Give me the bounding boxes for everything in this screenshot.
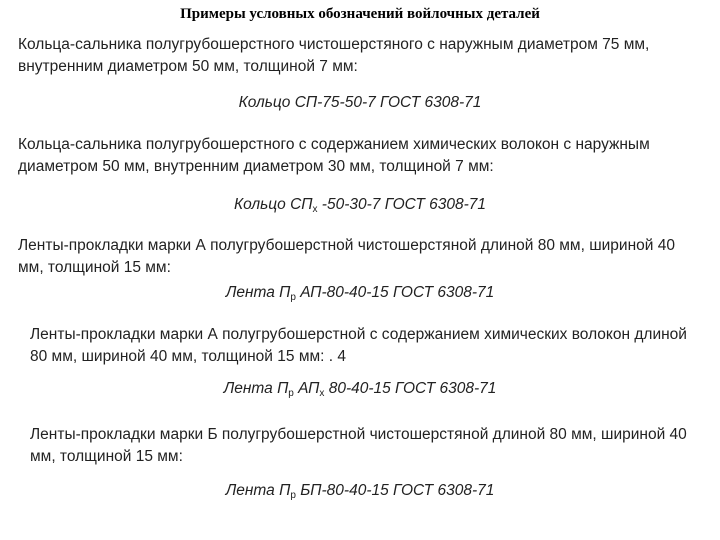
designation-text: БП-80-40-15 ГОСТ 6308-71 [295,482,495,499]
designation-text: 80-40-15 ГОСТ 6308-71 [324,380,497,397]
example-1-designation [0,94,720,112]
example-2-designation [0,196,720,215]
designation-subscript: р [290,490,296,501]
designation-text: -50-30-7 ГОСТ 6308-71 [317,196,487,213]
designation-text: Лента П [225,284,291,301]
page-title: Примеры условных обозначений войлочных деталей [180,6,540,22]
designation-subscript: р [290,292,296,303]
example-4-description: Ленты-прокладки марки А полугрубошерстной с содержанием химических волокон длиной 80 мм, шириной 40 мм, толщиной 15 мм: . 4 [30,326,687,365]
designation-subscript: х [319,388,325,399]
example-3-designation [0,284,720,303]
designation-text: Кольцо СП-75-50-7 ГОСТ 6308-71 [238,94,482,111]
example-3-description: Ленты-прокладки марки А полугрубошерстной чистошерстяной длиной 80 мм, шириной 40 мм, толщиной 15 мм: [18,237,675,276]
designation-text: Кольцо СП [233,196,313,213]
designation-subscript: х [312,204,318,215]
example-2-description: Кольца-сальника полугрубошерстного с содержанием химических волокон с наружным диаметром 50 мм, внутренним диаметром 30 мм, толщиной 7 мм: [18,136,650,175]
designation-text: АП [293,380,320,397]
example-1-description: Кольца-сальника полугрубошерстного чистошерстяного с наружным диаметром 75 мм, внутренним диаметром 50 мм, толщиной 7 мм: [18,36,650,75]
designation-text: Лента П [223,380,289,397]
designation-text: Лента П [225,482,291,499]
example-5-description: Ленты-прокладки марки Б полугрубошерстной чистошерстяной длиной 80 мм, шириной 40 мм, толщиной 15 мм: [30,426,687,465]
example-4-designation [0,380,720,399]
designation-subscript: р [288,388,294,399]
designation-text: АП-80-40-15 ГОСТ 6308-71 [295,284,495,301]
example-5-designation [0,482,720,501]
